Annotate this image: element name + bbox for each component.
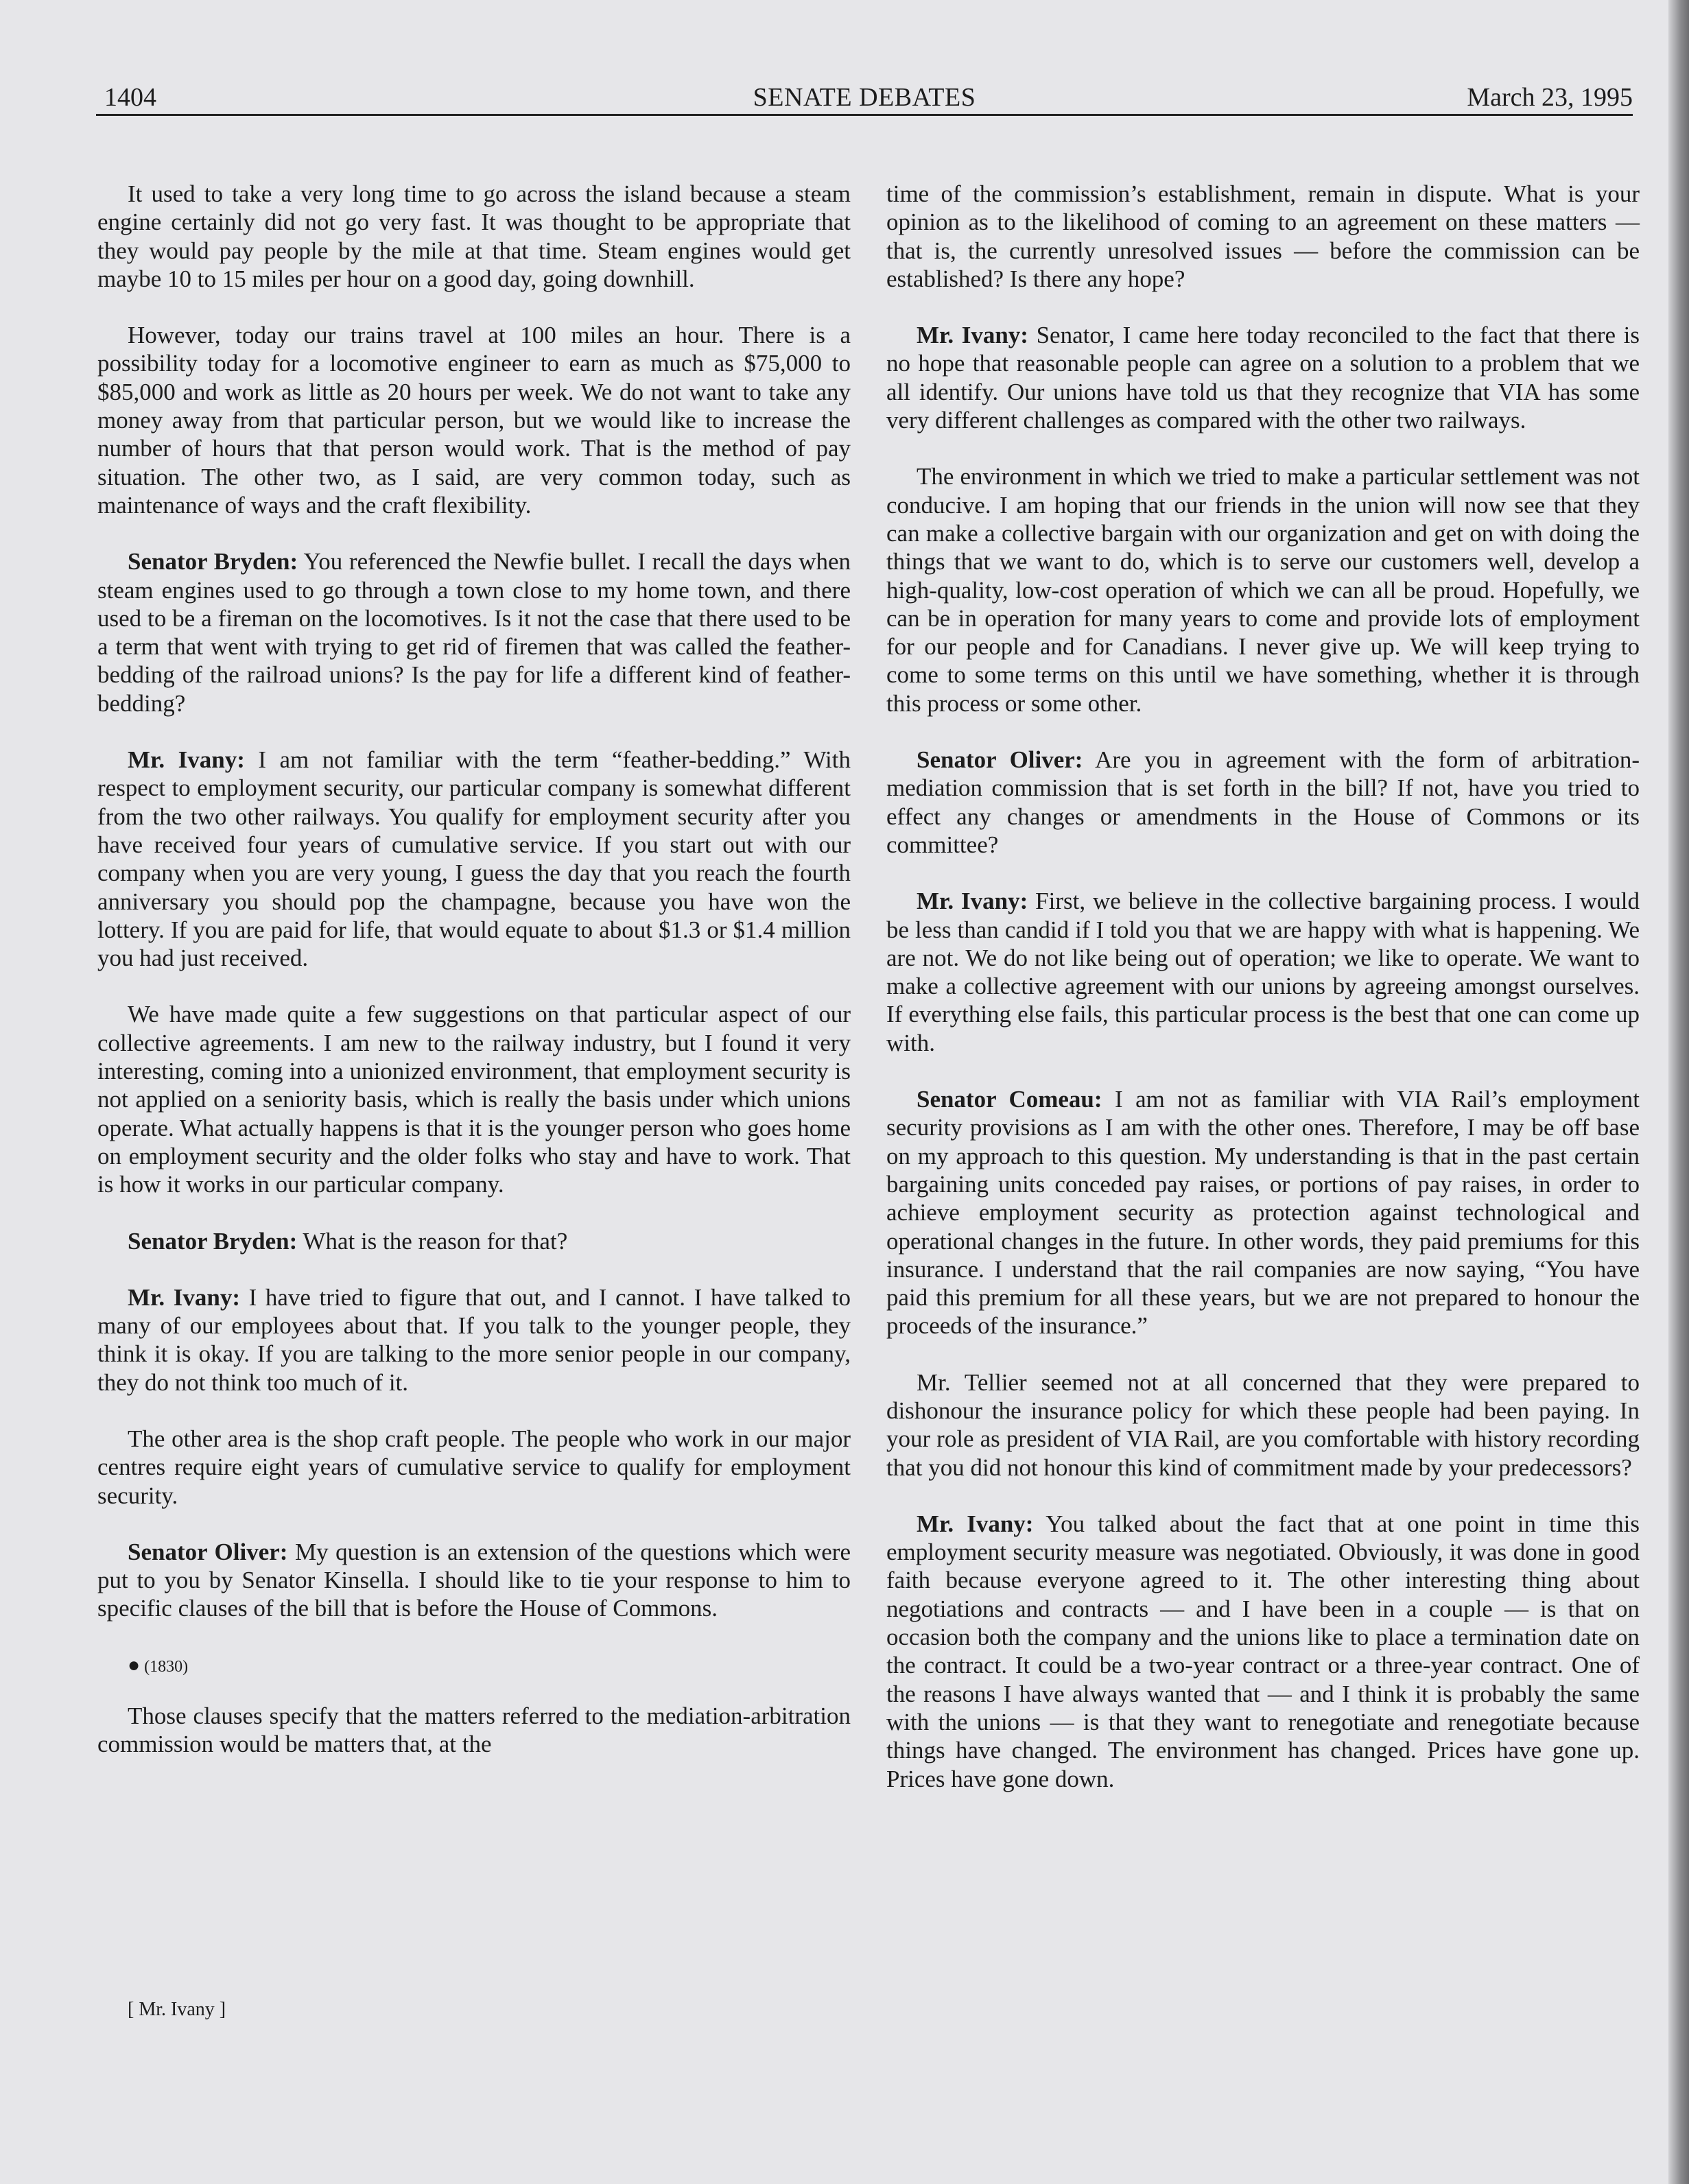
paragraph-text: time of the commission’s establishment, remain in dispute. What is your opinion as to the likelihood of coming to an agreement on these matters — that is, the currently unresolved issues — before the commission can be established? Is there any hope? — [886, 180, 1640, 292]
paragraph-text: Senator, I came here today reconciled to the fact that there is no hope that reasonable people can agree on a solution to a problem that we all identify. Our unions have told us that they recognize that VIA has some very different challenges as compared with the other two railways. — [886, 322, 1640, 434]
paragraph — [886, 1085, 1640, 1340]
left-paragraphs — [97, 180, 851, 1623]
paragraph-text: Are you in agreement with the form of arbitration-mediation commission that is set forth in the bill? If not, have you tried to effect any changes or amendments in the House of Commons or its committee? — [886, 746, 1640, 858]
paragraph — [97, 547, 851, 717]
paragraph-text: First, we believe in the collective bargaining process. I would be less than candid if I told you that we are happy with what is happening. We are not. We do not like being out of operation; we like to operate. We want to make a collective agreement with our unions by agreeing amongst ourselves. If everything else fails, this particular process is the best that one can come up with. — [886, 888, 1640, 1056]
paragraph-text: I am not familiar with the term “feather-bedding.” With respect to employment security, our particular company is somewhat different from the two other railways. You qualify for employment security after you have received four years of cumulative service. If you start out with our company when you are very young, I guess the day that you reach the fourth anniversary you should pop the champagne, because you have won the lottery. If you are paid for life, that would equate to about $1.3 or $1.4 million you had just received. — [97, 746, 851, 972]
paragraph-text: It used to take a very long time to go across the island because a steam engine certainly did not go very fast. It was thought to be appropriate that they would pay people by the mile at that time. Steam engines would get maybe 10 to 15 miles per hour on a good day, going downhill. — [97, 180, 851, 292]
paragraph-text: You referenced the Newfie bullet. I recall the days when steam engines used to go through a town close to my home town, and there used to be a fireman on the locomotives. Is it not the case that there used to be a term that went with trying to get rid of firemen that was called the feather-bedding of the railroad unions? Is the pay for life a different kind of feather-bedding? — [97, 548, 851, 717]
paragraph — [886, 1510, 1640, 1793]
paragraph-text: The environment in which we tried to make a particular settlement was not conducive. I am hoping that our friends in the union will now see that they can make a collective bargain with our organization and get on with doing the things that we want to do, which is to serve our customers well, develop a high-quality, low-cost operation of which we can all be proud. Hopefully, we can be in operation for many years to come and provide lots of employment for our people and for Canadians. I never give up. We will keep trying to come to some terms on this until we have something, whether it is through this process or some other. — [886, 463, 1640, 717]
paragraph — [97, 180, 851, 293]
speaker-name: Mr. Ivany: — [128, 1283, 240, 1311]
paragraph — [97, 746, 851, 972]
paragraph — [886, 462, 1640, 717]
paragraph-text: We have made quite a few suggestions on that particular aspect of our collective agreements. I am new to the railway industry, but I found it very interesting, coming into a unionized environment, that employment security is not applied on a seniority basis, which is really the basis under which unions operate. What actually happens is that it is the younger person who goes home on employment security and the older folks who stay and have to work. That is how it works in our particular company. — [97, 1001, 851, 1198]
paragraph — [886, 180, 1640, 293]
paragraph — [97, 1425, 851, 1510]
page-number: 1404 — [104, 83, 156, 112]
publication-date: March 23, 1995 — [1467, 83, 1633, 112]
speaker-name: Senator Oliver: — [917, 746, 1083, 774]
publication-title: SENATE DEBATES — [753, 83, 976, 112]
paragraph — [886, 887, 1640, 1057]
paragraph-text: I am not as familiar with VIA Rail’s employment security provisions as I am with the other ones. Therefore, I may be off base on my approach to this question. My understanding is that in the past certain bargaining units conceded pay raises, or portions of pay raises, in order to achieve employment security as protection against technological and operational changes in the future. In other words, they paid premiums for this insurance. I understand that the rail companies are now saying, “You have paid this premium for all these years, but we are not prepared to honour the proceeds of the insurance.” — [886, 1086, 1640, 1340]
paragraph-text: What is the reason for that? — [303, 1227, 568, 1255]
paragraph — [886, 1368, 1640, 1482]
paragraph — [97, 1000, 851, 1198]
left-paragraphs-after — [97, 1702, 851, 1759]
paragraph — [97, 321, 851, 519]
header-rule — [96, 114, 1633, 116]
speaker-name: Senator Comeau: — [917, 1086, 1102, 1113]
speaker-name: Mr. Ivany: — [128, 746, 245, 774]
paragraph — [97, 1702, 851, 1759]
paragraph-text: My question is an extension of the questions which were put to you by Senator Kinsella. I should like to tie your response to him to specific clauses of the bill that is before the House of Commons. — [97, 1538, 851, 1622]
paragraph — [97, 1538, 851, 1623]
speaker-name: Senator Oliver: — [128, 1538, 288, 1565]
paragraph-text: However, today our trains travel at 100 miles an hour. There is a possibility today for a locomotive engineer to earn as much as $75,000 to $85,000 and work as little as 20 hours per week. We do not want to take any money away from that particular person, but we would like to increase the number of hours that that person would work. That is the method of pay situation. The other two, as I said, are very common today, such as maintenance of ways and the craft flexibility. — [97, 322, 851, 519]
paragraph-text: Mr. Tellier seemed not at all concerned that they were prepared to dishonour the insurance policy for which these people had been paying. In your role as president of VIA Rail, are you comfortable with history recording that you did not honour this kind of commitment made by your predecessors? — [886, 1368, 1640, 1481]
footer-speaker-tag: [ Mr. Ivany ] — [128, 1999, 226, 2020]
paragraph-text: Those clauses specify that the matters referred to the mediation-arbitration commission would be matters that, at the — [97, 1702, 851, 1758]
left-column — [97, 180, 851, 1787]
speaker-name: Mr. Ivany: — [917, 888, 1028, 915]
speaker-name: Senator Bryden: — [128, 548, 298, 575]
paragraph-text: You talked about the fact that at one point in time this employment security measure was negotiated. Obviously, it was done in good faith because everyone agreed to it. The other interesting thing about negotiations and contracts — and I have been in a couple — is that on occasion both the company and the unions like to place a termination date on the contract. It could be a two-year contract or a three-year contract. One of the reasons I have always wanted that — and I think it is probably the same with the unions — is that they want to renegotiate and renegotiate because things have changed. The environment has changed. Prices have gone up. Prices have gone down. — [886, 1510, 1640, 1792]
paragraph-text: I have tried to figure that out, and I cannot. I have talked to many of our employees about that. If you talk to the younger people, they think it is okay. If you are talking to the more senior people in our company, they do not think too much of it. — [97, 1283, 851, 1396]
paragraph — [886, 746, 1640, 859]
bullet-icon: ● — [128, 1653, 141, 1676]
speaker-name: Mr. Ivany: — [917, 1510, 1034, 1537]
timecode-text: (1830) — [144, 1657, 189, 1676]
paragraph — [97, 1227, 851, 1255]
page-header — [96, 81, 1633, 114]
paragraph — [886, 321, 1640, 434]
page-edge-shadow — [1668, 0, 1689, 2184]
timecode — [97, 1651, 851, 1681]
paragraph — [97, 1283, 851, 1397]
speaker-name: Senator Bryden: — [128, 1227, 298, 1255]
speaker-name: Mr. Ivany: — [917, 322, 1028, 349]
right-column — [886, 180, 1640, 1821]
paragraph-text: The other area is the shop craft people. The people who work in our major centres require eight years of cumulative service to qualify for employment security. — [97, 1425, 851, 1509]
right-paragraphs — [886, 180, 1640, 1793]
